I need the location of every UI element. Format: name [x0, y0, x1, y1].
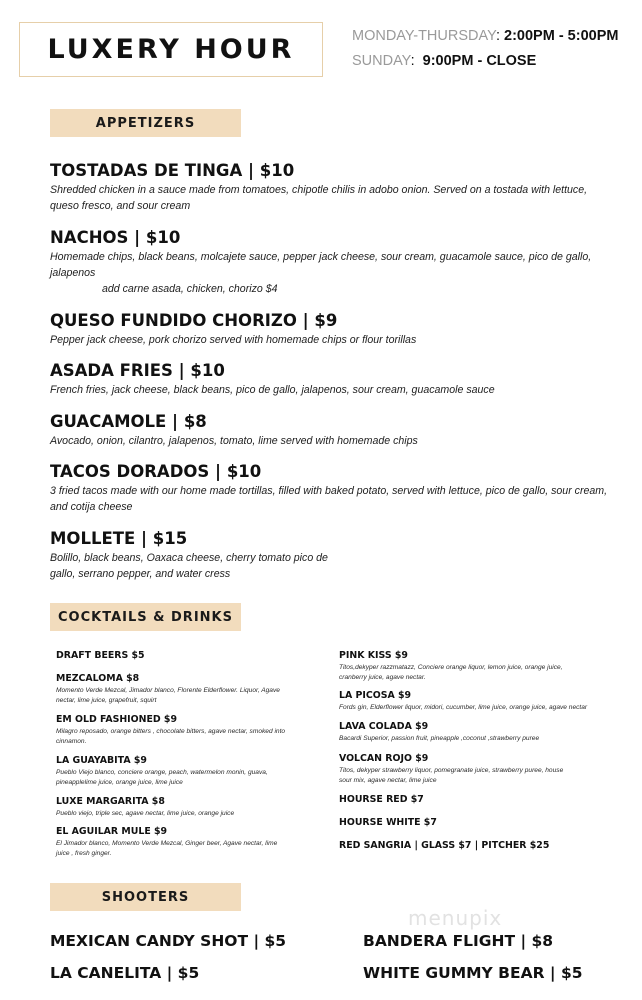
item-title: MOLLETE | $15 — [50, 529, 188, 548]
shooter-item: WHITE GUMMY BEAR | $5 — [363, 964, 583, 982]
drink-title: EM OLD FASHIONED $9 — [56, 714, 177, 725]
drink-item — [56, 825, 286, 859]
menu-item — [50, 412, 610, 449]
drink-item — [56, 713, 286, 747]
shooter-item: BANDERA FLIGHT | $8 — [363, 932, 554, 950]
item-description: Shredded chicken in a sauce made from tomatoes, chipotle chilis in adobo onion. Served on a tostada with lettuce, queso fresco, and sour cream — [50, 184, 588, 212]
drink-description: Bacardi Superior, passion fruit, pineapple ,coconut ,strawberry puree — [339, 735, 540, 742]
drink-title: DRAFT BEERS $5 — [56, 650, 145, 661]
menu-item — [50, 529, 350, 582]
section-heading-drinks: COCKTAILS & DRINKS — [50, 603, 241, 631]
page-title: LUXERY HOUR — [47, 34, 295, 65]
drink-description: Titos, dekyper strawberry liquor, pomegranate juice, strawberry puree, house sour mix, agave nectar, lime juice — [339, 767, 564, 784]
item-title: QUESO FUNDIDO CHORIZO | $9 — [50, 311, 338, 330]
title-box — [19, 22, 323, 77]
item-addon: add carne asada, chicken, chorizo $4 — [102, 283, 278, 295]
drink-description: Pueblo Viejo blanco, conciere orange, peach, watermelon monin, guava, pineapplelime juice, orange juice, lime juice — [56, 769, 268, 786]
drink-item — [339, 689, 604, 713]
hours-time: 9:00PM - CLOSE — [422, 53, 537, 69]
drink-title: RED SANGRIA | GLASS $7 | PITCHER $25 — [339, 840, 550, 851]
hours-weekday: MONDAY-THURSDAY: 2:00PM - 5:00PM — [352, 28, 619, 44]
drink-title: PINK KISS $9 — [339, 650, 408, 661]
drink-title: LA PICOSA $9 — [339, 690, 412, 701]
hours-time: 2:00PM - 5:00PM — [504, 28, 619, 44]
drink-title: HOURSE WHITE $7 — [339, 817, 437, 828]
item-title: NACHOS | $10 — [50, 228, 181, 247]
drink-item — [339, 793, 609, 806]
menu-item — [50, 228, 610, 297]
section-heading-appetizers: APPETIZERS — [50, 109, 241, 137]
item-title: TOSTADAS DE TINGA | $10 — [50, 161, 295, 180]
drink-description: Momento Verde Mezcal, Jimador blanco, Florente Elderflower. Liquor, Agave nectar, lime juice, grapefruit, squirt — [56, 687, 280, 704]
hours-sunday: SUNDAY: 9:00PM - CLOSE — [352, 53, 537, 69]
item-description: Bolillo, black beans, Oaxaca cheese, cherry tomato pico de gallo, serrano pepper, and water cress — [50, 552, 328, 580]
drink-title: MEZCALOMA $8 — [56, 673, 140, 684]
drink-description: Fords gin, Elderflower liquor, midori, cucumber, lime juice, orange juice, agave nectar — [339, 704, 588, 711]
watermark: menupix — [408, 906, 503, 930]
item-description: Pepper jack cheese, pork chorizo served with homemade chips or flour torillas — [50, 334, 417, 346]
drink-item — [339, 649, 584, 683]
drink-title: HOURSE RED $7 — [339, 794, 424, 805]
drink-title: LA GUAYABITA $9 — [56, 755, 147, 766]
drink-description: Pueblo viejo, triple sec, agave nectar, lime juice, orange juice — [56, 810, 235, 817]
drink-item — [339, 752, 569, 786]
item-title: GUACAMOLE | $8 — [50, 412, 207, 431]
hours-day: SUNDAY — [352, 53, 411, 69]
item-title: ASADA FRIES | $10 — [50, 361, 225, 380]
hours-day: MONDAY-THURSDAY — [352, 28, 496, 44]
item-description: 3 fried tacos made with our home made tortillas, filled with baked potato, served with lettuce, pico de gallo, sour cream, and cotija cheese — [50, 485, 608, 513]
menu-item — [50, 161, 610, 214]
drink-title: VOLCAN ROJO $9 — [339, 753, 429, 764]
section-heading-shooters: SHOOTERS — [50, 883, 241, 911]
drink-item — [339, 816, 609, 829]
drink-item — [339, 720, 604, 744]
drink-description: El Jimador blanco, Momento Verde Mezcal, Ginger beer, Agave nectar, lime juice , fresh ginger. — [56, 840, 278, 857]
shooter-item: LA CANELITA | $5 — [50, 964, 200, 982]
drink-item — [56, 754, 286, 788]
menu-item — [50, 462, 610, 515]
drink-item — [56, 649, 326, 662]
item-title: TACOS DORADOS | $10 — [50, 462, 262, 481]
item-description: French fries, jack cheese, black beans, pico de gallo, jalapenos, sour cream, guacamole sauce — [50, 384, 495, 396]
drink-title: LUXE MARGARITA $8 — [56, 796, 165, 807]
drink-description: Titos,dekyper razzmatazz, Conciere orange liquor, lemon juice, orange juice, cranberry juice, agave nectar. — [339, 664, 563, 681]
item-description: Homemade chips, black beans, molcajete sauce, pepper jack cheese, sour cream, guacamole sauce, pico de gallo, jalapenos — [50, 251, 592, 279]
menu-item — [50, 361, 610, 398]
item-description: Avocado, onion, cilantro, jalapenos, tomato, lime served with homemade chips — [50, 435, 418, 447]
drink-title: EL AGUILAR MULE $9 — [56, 826, 168, 837]
drink-description: Milagro reposado, orange bitters , chocolate bitters, agave nectar, smoked into cinnamon. — [56, 728, 286, 745]
drink-item — [56, 795, 286, 819]
shooter-item: MEXICAN CANDY SHOT | $5 — [50, 932, 287, 950]
drink-item — [339, 839, 609, 852]
drink-item — [56, 672, 286, 706]
drink-title: LAVA COLADA $9 — [339, 721, 429, 732]
menu-item — [50, 311, 610, 348]
